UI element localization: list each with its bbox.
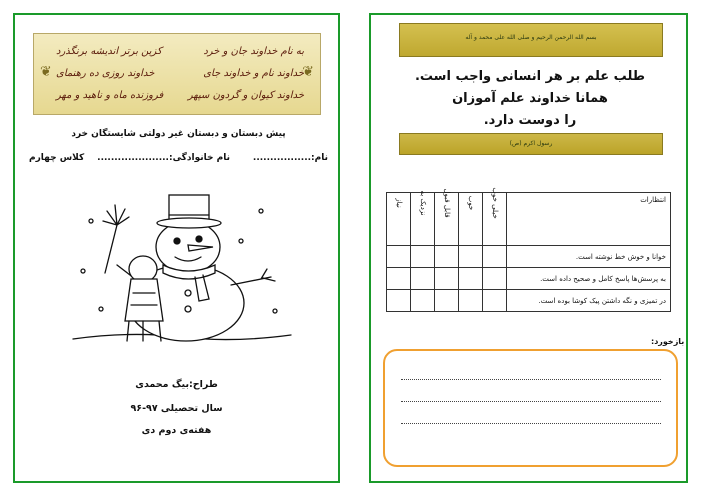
feedback-line[interactable] (401, 379, 661, 380)
quote-banner-top (399, 23, 663, 57)
table-row (387, 290, 671, 312)
quote-banner-bottom (399, 133, 663, 155)
name-field[interactable]: نام:................. (252, 153, 328, 163)
poem-verse: خداوند روزی ده رهنمای (56, 68, 155, 79)
snowman-coloring-illustration (71, 181, 293, 351)
grade-cell[interactable] (411, 290, 435, 312)
grade-cell[interactable] (387, 290, 411, 312)
class-label: کلاس چهارم (29, 153, 85, 163)
grade-header: نزدیک به (411, 193, 435, 246)
ornament-icon: ❦ (302, 64, 314, 80)
family-name-field[interactable]: نام خانوادگی:..................... (97, 153, 230, 163)
poem-verse: خداوند نام و خداوند جای (203, 68, 304, 79)
grade-header: خوب (459, 193, 483, 246)
quote-line: را دوست دارد. (483, 113, 577, 128)
feedback-line[interactable] (401, 401, 661, 402)
criterion-text: خوانا و خوش خط نوشته است. (507, 246, 671, 268)
designer-credit: طراح:بیگ محمدی (135, 379, 218, 390)
table-row (387, 246, 671, 268)
grade-cell[interactable] (483, 246, 507, 268)
quote-line: طلب علم بر هر انسانی واجب است. (414, 69, 645, 84)
grade-cell[interactable] (459, 290, 483, 312)
feedback-label: بازخورد: (651, 337, 685, 346)
poem-verse: به نام خداوند جان و خرد (203, 46, 304, 57)
grade-cell[interactable] (483, 290, 507, 312)
cover-page (13, 13, 340, 483)
evaluation-table (386, 187, 671, 312)
grade-cell[interactable] (435, 290, 459, 312)
grade-header: قابل قبول (435, 193, 459, 246)
grade-header: نیاز (387, 193, 411, 246)
criteria-header: انتظارات (507, 193, 671, 246)
grade-cell[interactable] (483, 268, 507, 290)
grade-cell[interactable] (459, 268, 483, 290)
school-year: سال تحصیلی ۹۷-۹۶ (130, 403, 223, 414)
grade-header: خیلی خوب (483, 193, 507, 246)
grade-cell[interactable] (387, 246, 411, 268)
feedback-box[interactable] (383, 349, 678, 467)
grade-cell[interactable] (435, 246, 459, 268)
quote-source: رسول اکرم (ص) (509, 140, 553, 147)
ornament-icon: ❦ (40, 64, 52, 80)
week-label: هفته‌ی دوم دی (141, 425, 212, 436)
table-header-row (387, 193, 671, 246)
poem-verse: کزین برتر اندیشه برنگذرد (56, 46, 162, 57)
feedback-line[interactable] (401, 423, 661, 424)
poem-verse: فروزنده ماه و ناهید و مهر (56, 90, 164, 101)
poem-verse: خداوند کیوان و گردون سپهر (187, 90, 304, 101)
poem-banner (33, 33, 321, 115)
criterion-text: به پرسش‌ها پاسخ کامل و صحیح داده است. (507, 268, 671, 290)
criterion-text: در تمیزی و نگه داشتن پیک کوشا بوده است. (507, 290, 671, 312)
grade-cell[interactable] (411, 268, 435, 290)
evaluation-page (369, 13, 688, 483)
quote-line: همانا خداوند علم آموزان (452, 91, 608, 106)
grade-cell[interactable] (387, 268, 411, 290)
grade-cell[interactable] (411, 246, 435, 268)
grade-cell[interactable] (459, 246, 483, 268)
school-title: پیش دبستان و دبستان غیر دولتی شایستگان خرد (71, 129, 286, 139)
grade-cell[interactable] (435, 268, 459, 290)
table-row (387, 268, 671, 290)
banner-caption: بسم الله الرحمن الرحیم و صلی الله علی محمد و آله (465, 34, 597, 41)
